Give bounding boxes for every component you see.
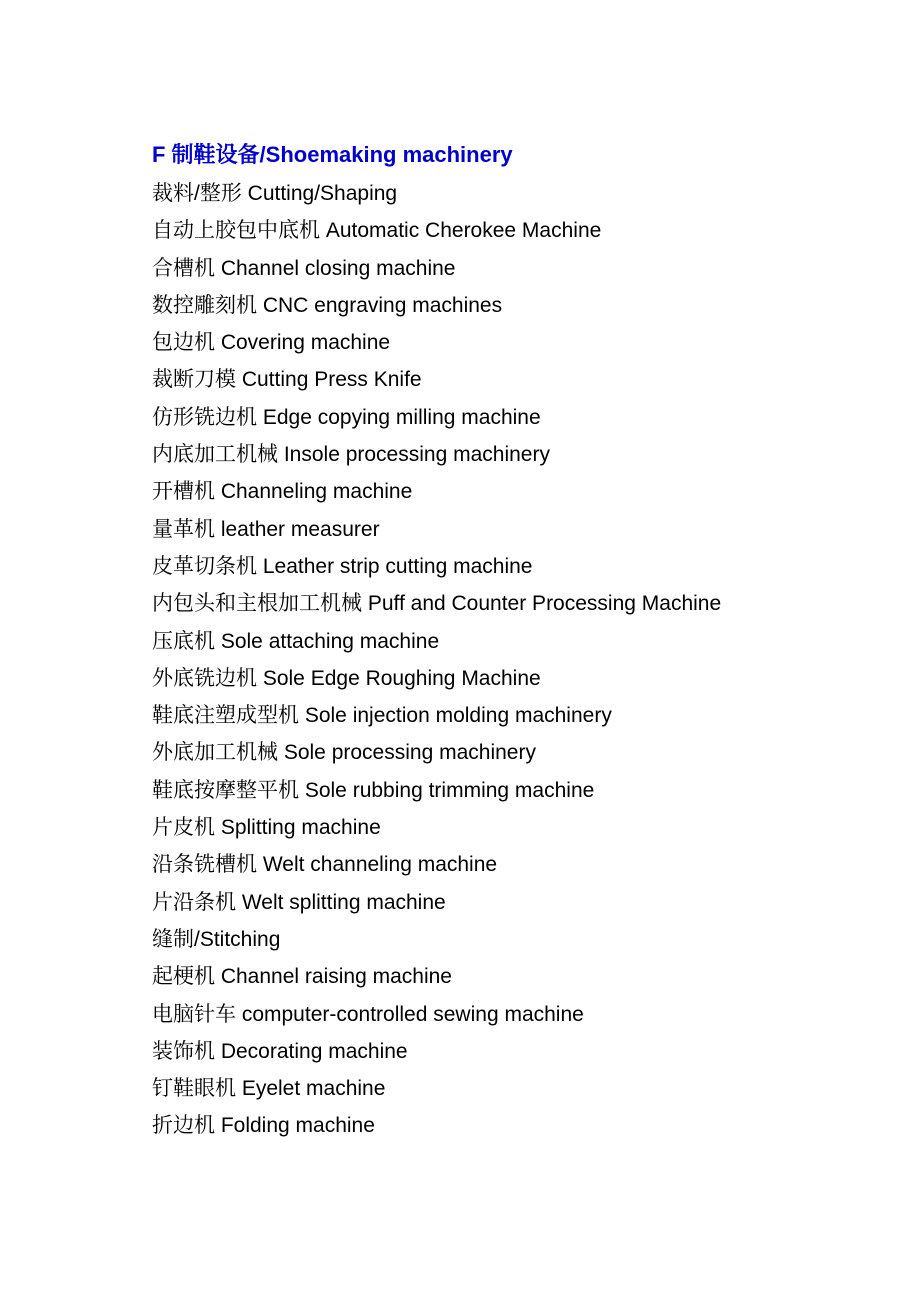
- list-item: 数控雕刻机 CNC engraving machines: [152, 293, 503, 317]
- list-item: 鞋底注塑成型机 Sole injection molding machinery: [152, 704, 612, 728]
- list-item: 鞋底按摩整平机 Sole rubbing trimming machine: [152, 778, 595, 802]
- glossary-list: [152, 175, 780, 1145]
- list-item: 内底加工机械 Insole processing machinery: [152, 443, 550, 467]
- list-item: 裁断刀模 Cutting Press Knife: [152, 368, 422, 392]
- list-item: 外底加工机械 Sole processing machinery: [152, 741, 536, 765]
- page-title: F 制鞋设备/Shoemaking machinery: [152, 142, 513, 167]
- list-item: 折边机 Folding machine: [152, 1114, 375, 1138]
- list-item: 仿形铣边机 Edge copying milling machine: [152, 405, 541, 429]
- list-item: 外底铣边机 Sole Edge Roughing Machine: [152, 666, 541, 690]
- list-item: 皮革切条机 Leather strip cutting machine: [152, 554, 533, 578]
- list-item: 内包头和主根加工机械 Puff and Counter Processing Machine: [152, 592, 722, 616]
- list-item: 合槽机 Channel closing machine: [152, 256, 456, 280]
- list-item: 压底机 Sole attaching machine: [152, 629, 440, 653]
- list-item: 电脑针车 computer-controlled sewing machine: [152, 1002, 584, 1026]
- list-item: 装饰机 Decorating machine: [152, 1039, 408, 1063]
- list-item: 量革机 leather measurer: [152, 517, 380, 541]
- list-item: 自动上胶包中底机 Automatic Cherokee Machine: [152, 219, 602, 243]
- list-item: 钉鞋眼机 Eyelet machine: [152, 1077, 386, 1101]
- list-item: 缝制/Stitching: [152, 927, 281, 951]
- list-item: 裁料/整形 Cutting/Shaping: [152, 182, 398, 205]
- list-item: 开槽机 Channeling machine: [152, 480, 413, 504]
- list-item: 包边机 Covering machine: [152, 331, 391, 355]
- list-item: 沿条铣槽机 Welt channeling machine: [152, 853, 498, 877]
- list-item: 片沿条机 Welt splitting machine: [152, 890, 446, 914]
- list-item: 片皮机 Splitting machine: [152, 816, 381, 840]
- list-item: 起梗机 Channel raising machine: [152, 965, 452, 989]
